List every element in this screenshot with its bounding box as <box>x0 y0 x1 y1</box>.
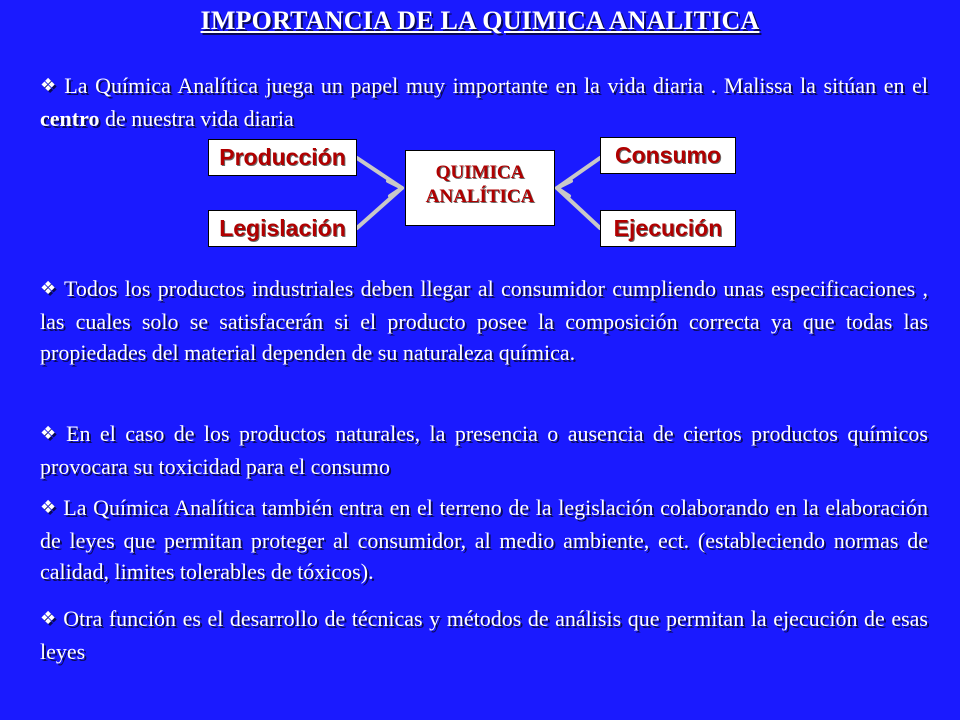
paragraph-intro-emphasis: centro <box>40 106 100 131</box>
diamond-bullet-icon: ❖ <box>40 423 61 444</box>
center-label-line2: ANALÍTICA <box>425 186 535 207</box>
paragraph-intro <box>40 70 928 134</box>
arrow-produccion <box>357 158 402 188</box>
center-label-line1: QUIMICA <box>435 162 525 183</box>
diamond-bullet-icon: ❖ <box>40 278 58 299</box>
paragraph-intro-tail: de nuestra vida diaria <box>99 106 294 131</box>
paragraph-productos-naturales-text: En el caso de los productos naturales, la presencia o ausencia de ciertos productos químicos provocara su toxicidad para el consumo <box>40 421 928 479</box>
arrowhead-right <box>557 181 571 196</box>
paragraph-productos-naturales <box>40 418 928 482</box>
arrow-legislacion <box>357 188 402 228</box>
page-title: IMPORTANCIA DE LA QUIMICA ANALITICA <box>200 6 760 35</box>
arrowhead-left <box>388 181 402 196</box>
paragraph-productos-industriales-text: Todos los productos industriales deben llegar al consumidor cumpliendo unas especificaciones , las cuales solo se satisfacerán si el producto posee la composición correcta ya que todas las propiedades del material dependen de su naturaleza química. <box>40 276 929 365</box>
paragraph-legislacion-text: La Química Analítica también entra en el terreno de la legislación colaborando en la elaboración de leyes que permitan proteger al consumidor, al medio ambiente, ect. (estableciendo normas de calidad, limites tolerables de tóxicos). <box>40 495 929 584</box>
arrow-ejecucion <box>557 188 600 228</box>
diamond-bullet-icon: ❖ <box>40 608 58 629</box>
paragraph-legislacion <box>40 492 928 587</box>
paragraph-intro-text: La Química Analítica juega un papel muy importante en la vida diaria . Malissa la sitúan en el <box>64 73 929 98</box>
diamond-bullet-icon: ❖ <box>40 75 59 96</box>
paragraph-tecnicas-text: Otra función es el desarrollo de técnicas y métodos de análisis que permitan la ejecución de esas leyes <box>40 606 928 664</box>
paragraph-productos-industriales <box>40 273 928 368</box>
box-ejecucion: Ejecución <box>600 210 736 247</box>
arrow-consumo <box>557 158 600 188</box>
box-quimica-analitica <box>405 150 555 226</box>
diamond-bullet-icon: ❖ <box>40 497 58 518</box>
box-legislacion: Legislación <box>208 210 357 247</box>
paragraph-tecnicas <box>40 603 928 667</box>
box-produccion: Producción <box>208 139 357 176</box>
box-consumo: Consumo <box>600 137 736 174</box>
